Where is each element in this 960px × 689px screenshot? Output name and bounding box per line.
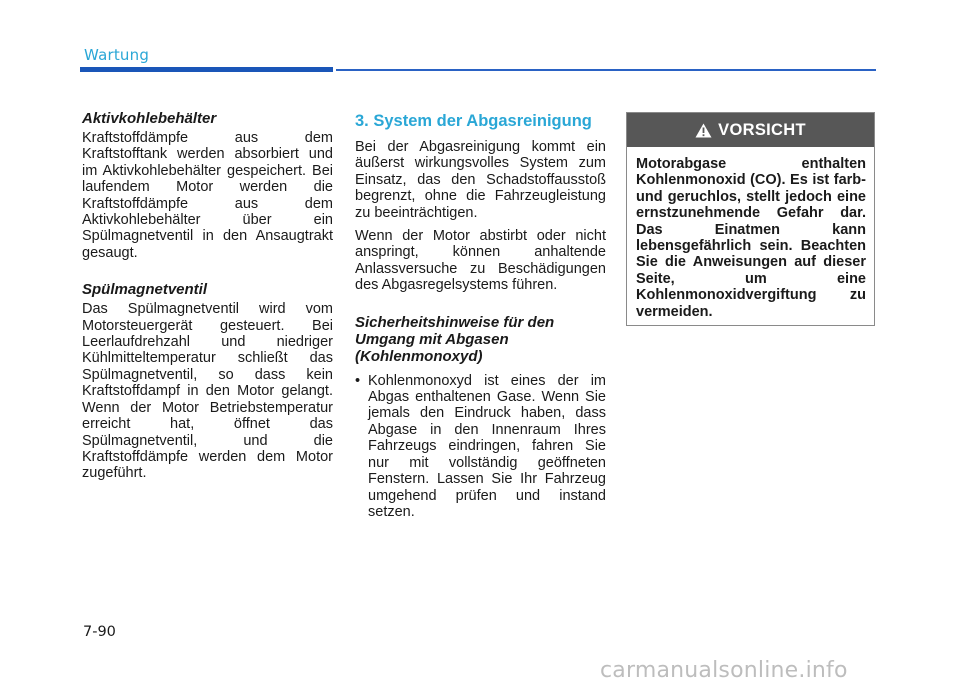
bullet-list <box>355 373 606 521</box>
warning-text: Motorabgase enthalten Kohlenmonoxid (CO). Es ist farb- und geruchlos, stellt jedoch eine ernstzunehmende Gefahr dar. Das Einatmen kann lebensgefährlich sein. Beachten Sie die Anweisungen auf dieser Seite, um eine Kohlenmonoxidvergiftung zu vermeiden. <box>636 156 866 320</box>
paragraph-abgasreinigung-2: Wenn der Motor abstirbt oder nicht anspringt, können anhaltende Anlassversuche zu Beschädigungen des Abgasregelsystems führen. <box>355 228 606 294</box>
paragraph-abgasreinigung-1: Bei der Abgasreinigung kommt ein äußerst wirkungsvolles System zum Einsatz, das den Schadstoffausstoß begrenzt, ohne die Fahrzeugleistung zu beeinträchtigen. <box>355 139 606 221</box>
column-middle <box>355 112 606 520</box>
bullet-text: Kohlenmonoxyd ist eines der im Abgas enthaltenen Gase. Wenn Sie jemals den Eindruck haben, dass Abgase in den Innenraum Ihres Fahrzeugs eindringen, fahren Sie nur mit vollständig geöffneten Fenstern. Lassen Sie Ihr Fahrzeug umgehend prüfen und instand setzen. <box>368 372 606 520</box>
bullet-mark: • <box>355 372 361 389</box>
page-number: 7-90 <box>83 624 116 640</box>
column-left <box>82 110 333 482</box>
warning-box <box>626 112 875 326</box>
heading-sicherheitshinweise: Sicherheitshinweise für den Umgang mit Abgasen (Kohlenmonoxyd) <box>355 313 555 365</box>
heading-abgasreinigung: 3. System der Abgasreinigung <box>355 112 592 130</box>
header-rule-dark <box>80 67 333 72</box>
heading-spuelmagnetventil: Spülmagnetventil <box>82 281 208 299</box>
paragraph-aktivkohle: Kraftstoffdämpfe aus dem Kraftstofftank werden absorbiert und im Aktivkohlebehälter gespeichert. Bei laufendem Motor werden die Kraftstoffdämpfe aus dem Aktivkohlebehälter über ein Spülmagnetventil in den Ansaugtrakt gesaugt. <box>82 130 333 261</box>
heading-aktivkohlebehaelter: Aktivkohlebehälter <box>82 110 217 127</box>
list-item <box>355 373 606 521</box>
warning-triangle-icon <box>695 123 712 138</box>
header-rule-light <box>336 69 876 71</box>
section-title: Wartung <box>84 46 150 64</box>
warning-label: VORSICHT <box>718 120 806 139</box>
warning-header <box>627 113 874 147</box>
paragraph-spuelmagnetventil: Das Spülmagnetventil wird vom Motorsteuergerät gesteuert. Bei Leerlaufdrehzahl und niedriger Kühlmitteltemperatur schließt das Spülmagnetventil, so dass kein Kraftstoffdampf in den Motor gelangt. Wenn der Motor Betriebstemperatur erreicht hat, öffnet das Spülmagnetventil, und die Kraftstoffdämpfe werden dem Motor zugeführt. <box>82 301 333 482</box>
watermark: carmanualsonline.info <box>600 658 848 683</box>
